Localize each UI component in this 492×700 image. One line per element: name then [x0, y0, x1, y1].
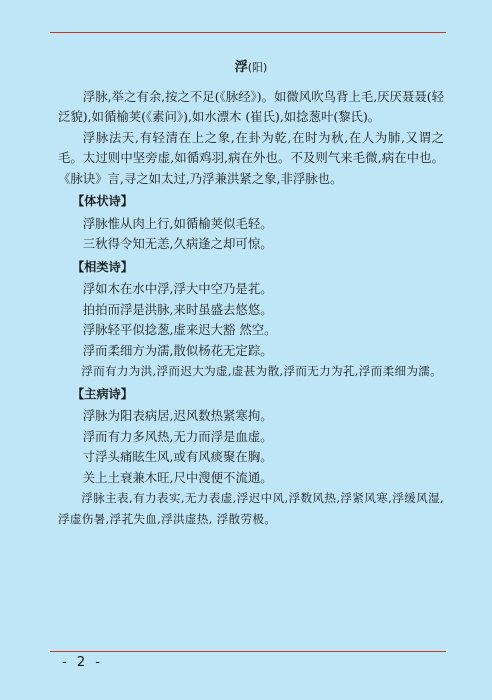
verse-line: 浮脉为阳表病居,迟风数热紧寒拘。 [82, 408, 273, 423]
page-content [58, 58, 444, 529]
paragraph-2: 浮脉法天,有轻清在上之象,在卦为乾,在时为秋,在人为肺,又谓之毛。太过则中坚旁虚,如循鸡羽,病在外也。不及则气来毛微,病在中也。《脉诀》言,寻之如太过,乃浮兼洪紧之象,非浮脉也。 [58, 129, 444, 186]
section-heading-tizhuang: 【体状诗】 [72, 194, 133, 208]
bottom-rule [50, 651, 446, 652]
top-rule [50, 32, 446, 33]
title-sub: (阳) [247, 61, 268, 74]
verse-line: 三秋得令知无恙,久病逢之却可惊。 [82, 236, 273, 251]
section-note: 浮而有力为洪,浮而迟大为虚,虚甚为散,浮而无力为芤,浮而柔细为濡。 [81, 364, 443, 378]
verse-line: 浮脉惟从肉上行,如循榆荚似毛轻。 [82, 215, 273, 231]
verse-line: 浮而柔细方为濡,散似杨花无定踪。 [82, 342, 273, 358]
verse-line: 浮脉轻平似捻葱,虚来迟大豁 然空。 [82, 322, 277, 337]
verse-line: 关上土衰兼木旺,尺中溲便不流通。 [82, 469, 273, 485]
title-main: 浮 [234, 60, 248, 75]
section-heading-xianglei: 【相类诗】 [72, 259, 133, 274]
verse-line: 浮如木在水中浮,浮大中空乃是芤。 [82, 281, 273, 296]
page-title [58, 58, 444, 79]
page-number: - 2 - [62, 655, 103, 670]
paragraph-1: 浮脉,举之有余,按之不足(《脉经》)。如微风吹鸟背上毛,厌厌聂聂(轻泛貌),如循榆荚(《素问》),如水漂木 (崔氏),如捻葱叶(黎氏)。 [58, 88, 444, 124]
verse-line: 浮而有力多风热,无力而浮是血虚。 [82, 428, 273, 444]
verse-line: 寸浮头痛眩生风,或有风痰聚在胸。 [82, 449, 273, 464]
section-heading-zhubing: 【主病诗】 [72, 386, 133, 401]
section-note: 浮脉主表,有力表实,无力表虚,浮迟中风,浮数风热,浮紧风寒,浮缓风湿,浮虚伤暑,浮芤失血,浮洪虚热, 浮散劳极。 [58, 491, 444, 526]
verse-line: 拍拍而浮是洪脉,来时虽盛去悠悠。 [82, 301, 273, 317]
